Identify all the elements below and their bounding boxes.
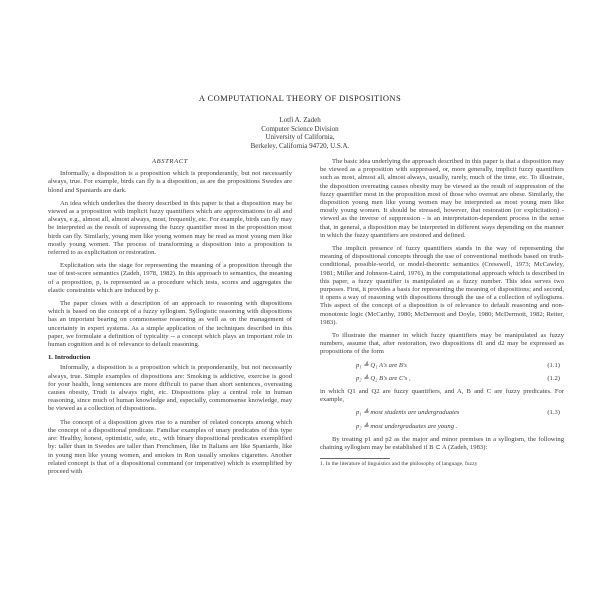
body-paragraph: The basic idea underlying the approach described in this paper is that a disposition may be viewed as a proposition with suppressed, or, more generally, implicit fuzzy quantifiers such as most, almost all, almost always, usually, rarely, much of the time, etc. To illustrate, the disposition overeating causes obesity may be viewed as the result of suppression of the fuzzy quantifier most in the proposition most of those who overeat are obese. Similarly, the disposition young men like young women may be interpreted as most young men like mostly young women. It should be stressed, however, that restoration (or explicitation) - viewed as the inverse of suppression - is an interpretation-dependent process in the sense that, in general, a disposition may be interpreted in different ways depending on the manner in which the fuzzy quantifiers are restored and defined. — [320, 158, 564, 239]
equation-number: (1.2) — [547, 374, 560, 382]
body-paragraph: To illustrate the manner in which fuzzy quantifiers may be manipulated as fuzzy numbers, assume that, after restoration, two dispositions d1 and d2 may be expressed as propositions of the form — [320, 332, 564, 356]
equation-expression: p₁ ≜ Q₁ A's are B's — [356, 361, 407, 369]
body-paragraph: By treating p1 and p2 as the major and minor premises in a syllogism, the following chaining syllogism may be established if B ⊂ A (Zadeh, 1983): — [320, 435, 564, 452]
body-paragraph: Informally, a disposition is a proposition which is preponderantly, but not necessarily always, true. Simple examples of dispositions are: Smoking is addictive, exercise is good for your health, long sentences are more difficult to parse than short sentences, overeating causes obesity, Trudi is always right, etc. Dispositions play a central role in human reasoning, since much of human knowledge and, especially, commonsense knowledge, may be viewed as a collection of dispositions. — [48, 364, 292, 413]
body-paragraph: The concept of a disposition gives rise to a number of related concepts among which the concept of a dispositional predicate. Familiar examples of unary predicates of this type are: Healthy, honest, optimistic, safe, etc., with binary dispositional predicates exemplified by: taller than in Swedes are taller than Frenchmen, like in Italians are like Spaniards, like in young men like young women, and smokes in Ron usually smokes cigarettes. Another related concept is that of a dispositional command (or imperative) which is exemplified by proceed with — [48, 418, 292, 475]
paper-title: A COMPUTATIONAL THEORY OF DISPOSITIONS — [198, 93, 402, 103]
right-column — [320, 158, 564, 600]
abstract-paragraph: Informally, a disposition is a proposition which is preponderantly, but not necessarily always, true. For example, birds can fly is a disposition, as are the propositions Swedes are blond and Spaniards are dark. — [48, 170, 292, 194]
equation-1-4 — [320, 423, 564, 431]
equation-expression: p₁ ≜ most students are undergraduates — [356, 409, 460, 417]
abstract-heading: ABSTRACT — [152, 158, 188, 165]
author-block — [0, 116, 600, 150]
section-heading: 1. Introduction — [48, 354, 91, 362]
body-paragraph: The implicit presence of fuzzy quantifiers stands in the way of representing the meaning of dispositional concepts through the use of conventional methods based on truth-conditional, possible-world, or model-theoretic semantics (Cresswell, 1973; McCawley, 1981; Miller and Johnson-Laird, 1976), in the computational approach which is described in this paper, a fuzzy quantifier is manipulated as a fuzzy number. This idea serves two purposes. First, it provides a basis for representing the meaning of dispositions; and second, it opens a way of reasoning with dispositions through the use of a collection of syllogisms. This aspect of the concept of a disposition is of relevance to default reasoning and non-monotonic logic (McCarthy, 1980; McDermott and Doyle, 1980; McDermott, 1982; Reiter, 1983). — [320, 245, 564, 326]
abstract-paragraph: An idea which underlies the theory described in this paper is that a disposition may be viewed as a proposition with implicit fuzzy quantifiers which are approximations to all and always, e.g., almost all, almost always, most, frequently, etc. For example, birds can fly may be interpreted as the result of supressing the fuzzy quantifier most in the proposition most birds can fly. Similarly, young men like young women may be read as most young men like mostly young women. The process of transforming a disposition into a proposition is referred to as explicitation or restoration. — [48, 199, 292, 257]
equation-1-1 — [320, 362, 564, 370]
equation-number: (1.1) — [547, 361, 560, 369]
equation-expression: p₂ ≜ most undergraduates are young . — [356, 422, 458, 430]
equation-number — [560, 423, 564, 431]
left-column — [48, 158, 292, 600]
body-paragraph: in which Q1 and Q2 are fuzzy quantifiers, and A, B and C are fuzzy predicates. For example, — [320, 388, 564, 404]
author-name: Lotfi A. Zadeh — [279, 116, 321, 124]
footnote: 1. In the literature of linguistics and the philosophy of language, fuzzy — [320, 461, 478, 468]
footnote-rule — [320, 458, 390, 459]
abstract-paragraph: Explicitation sets the stage for representing the meaning of a proposition through the use of test-score semantics (Zadeh, 1978, 1982). In this approach to semantics, the meaning of a proposition, p, is represented as a procedure which tests, scores and aggregates the elastic constraints which are induced by p. — [48, 262, 292, 294]
equation-number: (1.3) — [547, 409, 560, 417]
abstract-paragraph: The paper closes with a description of an approach to reasoning with dispositions which is based on the concept of a fuzzy syllogism. Syllogistic reasoning with dispositions has an important bearing on commonsense reasoning as well as on the management of uncertainty in expert systems. As a simple application of the techniques described in this paper, we formulate a definition of typicality -- a concept which plays an important role in human cognition and is of relevance to default reasoning. — [48, 300, 292, 349]
equation-1-2 — [320, 375, 564, 383]
author-affiliation: Computer Science Division — [261, 124, 339, 133]
author-university: University of California, — [265, 133, 335, 141]
author-address: Berkeley, California 94720, U.S.A. — [250, 141, 350, 150]
equation-expression: p₂ ≜ Q₂ B's are C's , — [356, 374, 411, 382]
equation-1-3 — [320, 409, 564, 417]
